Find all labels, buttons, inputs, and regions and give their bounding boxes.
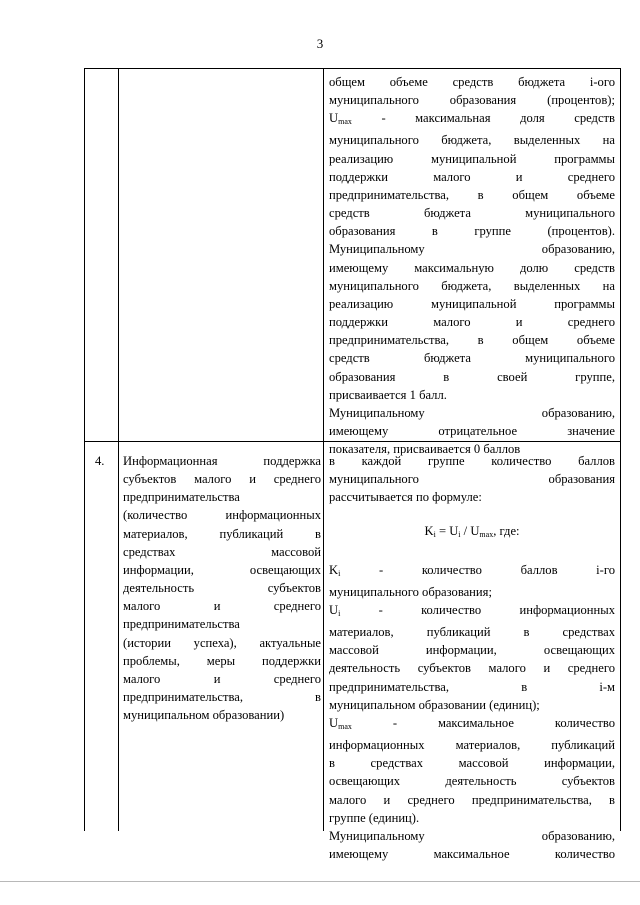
table-border-right <box>620 68 621 831</box>
text-line: реализацию муниципальной программы <box>329 296 615 311</box>
text-line: (истории успеха), актуальные <box>123 635 321 650</box>
text-line: малого и среднего <box>123 599 321 614</box>
text-line: муниципального образования; <box>329 584 492 599</box>
text-line: средств бюджета муниципального <box>329 206 615 221</box>
text-line: $U_{max}$ - максимальная доля средств <box>329 111 615 127</box>
text-line: предпринимательства <box>123 617 240 632</box>
row4-criterion-cell <box>329 452 615 863</box>
text-line: муниципального бюджета, выделенных на <box>329 133 615 148</box>
text-line: (количество информационных <box>123 508 321 523</box>
row4-indicator-cell <box>123 452 321 724</box>
text-line: рассчитывается по формуле: <box>329 490 482 505</box>
page-number: 3 <box>316 36 324 51</box>
text-line: показателя, присваивается 0 баллов <box>329 442 521 457</box>
text-line: материалов, публикаций в средствах <box>329 625 615 640</box>
text-line: субъектов малого и среднего <box>123 472 321 487</box>
criteria-table <box>84 68 620 861</box>
text-line: малого и среднего <box>123 671 321 686</box>
text-line: реализацию муниципальной программы <box>329 151 615 166</box>
text-line: Муниципальному образованию, <box>329 242 615 257</box>
text-line: предпринимательства, в общем объеме <box>329 333 615 348</box>
text-line: муниципального образования <box>329 472 615 487</box>
text-line: группе (единиц). <box>329 810 420 825</box>
text-line: поддержки малого и среднего <box>329 315 615 330</box>
column-divider-number <box>118 68 119 831</box>
text-line: малого и среднего предпринимательства, в <box>329 792 615 807</box>
text-line: поддержки малого и среднего <box>329 169 615 184</box>
text-line: информационных материалов, публикаций <box>329 738 615 753</box>
text-line: Информационная поддержка <box>123 454 321 468</box>
text-line: в каждой группе количество баллов <box>329 454 615 468</box>
text-line: $U_{max}$ - максимальное количество <box>329 715 615 731</box>
text-line: имеющему максимальную долю средств <box>329 260 615 275</box>
text-line: образования в группе (процентов). <box>329 224 615 239</box>
text-line: Муниципальному образованию, <box>329 405 615 420</box>
text-line: имеющему максимальное количество <box>329 846 615 861</box>
formula: $K_i = U_i / U_{max}$, где: <box>424 524 520 540</box>
row4-number: 4. <box>95 454 105 468</box>
text-line: в средствах массовой информации, <box>329 756 615 771</box>
text-line: проблемы, меры поддержки <box>123 653 321 668</box>
text-line: предпринимательства, в <box>123 690 321 705</box>
text-line: муниципального бюджета, выделенных на <box>329 278 615 293</box>
text-line: материалов, публикаций в <box>123 526 321 541</box>
text-line: образования в своей группе, <box>329 369 615 384</box>
column-divider-indicator <box>323 68 324 831</box>
text-line: деятельность субъектов <box>123 581 321 596</box>
table-border-left <box>84 68 85 831</box>
text-line: предпринимательства, в i-м <box>329 679 615 694</box>
text-line: предпринимательства <box>123 490 240 505</box>
row3-criterion-cell <box>329 73 615 458</box>
text-line: Муниципальному образованию, <box>329 828 615 843</box>
text-line: муниципального образования (процентов); <box>329 93 615 108</box>
text-line: предпринимательства, в общем объеме <box>329 187 615 202</box>
text-line: массовой информации, освещающих <box>329 643 615 658</box>
text-line: $U_i$ - количество информационных <box>329 602 615 618</box>
text-line: муниципальном образовании) <box>123 708 285 723</box>
text-line: освещающих деятельность субъектов <box>329 774 615 789</box>
text-line: общем объеме средств бюджета i-ого <box>329 75 615 89</box>
text-line: $K_i$ - количество баллов i-го <box>329 562 615 578</box>
text-line: деятельность субъектов малого и среднего <box>329 661 615 676</box>
scan-edge-line <box>0 881 640 882</box>
text-line: средств бюджета муниципального <box>329 351 615 366</box>
text-line: средствах массовой <box>123 544 321 559</box>
text-line: муниципальном образовании (единиц); <box>329 697 540 712</box>
text-line: имеющему отрицательное значение <box>329 423 615 438</box>
text-line: присваивается 1 балл. <box>329 387 447 402</box>
text-line: информации, освещающих <box>123 562 321 577</box>
table-border-top <box>84 68 620 69</box>
